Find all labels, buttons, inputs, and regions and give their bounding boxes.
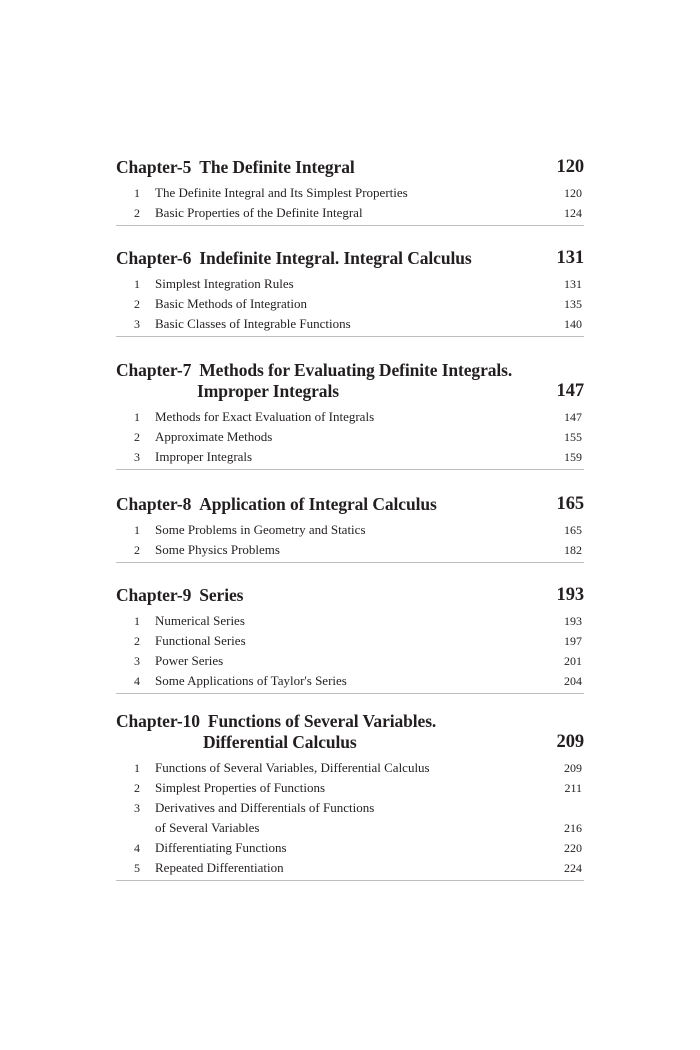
section-page-number: 193 <box>564 614 582 628</box>
chapter-label: Chapter-8 <box>116 494 192 514</box>
chapter-label: Chapter-5 <box>116 157 192 177</box>
section-number: 1 <box>134 186 140 200</box>
section-page-number: 159 <box>564 450 582 464</box>
toc-entry[interactable] <box>116 274 584 294</box>
section-title: Derivatives and Differentials of Functions <box>155 800 375 815</box>
chapter-label: Chapter-9 <box>116 585 192 605</box>
section-number: 3 <box>134 654 140 668</box>
toc-entry[interactable] <box>116 203 584 223</box>
chapter-title: The Definite Integral <box>199 157 355 177</box>
section-number: 1 <box>134 761 140 775</box>
section-title: Simplest Integration Rules <box>155 276 294 291</box>
toc-entry[interactable] <box>116 631 584 651</box>
section-page-number: 124 <box>564 206 582 220</box>
chapter-heading[interactable] <box>116 157 584 178</box>
chapter-title-continued: Improper Integrals <box>197 381 339 401</box>
chapter-page-number: 131 <box>556 248 584 268</box>
section-title: Improper Integrals <box>155 449 253 464</box>
section-page-number: 224 <box>564 861 582 875</box>
section-title: Numerical Series <box>155 613 245 628</box>
toc-entry[interactable] <box>116 294 584 314</box>
section-number: 1 <box>134 277 140 291</box>
chapter-page-number: 209 <box>556 732 584 752</box>
chapter-label: Chapter-6 <box>116 248 192 268</box>
section-number: 3 <box>134 450 140 464</box>
section-page-number: 120 <box>564 186 582 200</box>
section-list <box>116 274 584 337</box>
section-title: Some Problems in Geometry and Statics <box>155 522 366 537</box>
toc-chapter-9 <box>116 585 584 694</box>
section-page-number: 204 <box>564 674 582 688</box>
toc-chapter-8 <box>116 494 584 563</box>
section-page-number: 211 <box>564 781 582 795</box>
chapter-page-number: 120 <box>556 157 584 177</box>
chapter-page-number: 193 <box>556 585 584 605</box>
toc-entry[interactable] <box>116 671 584 691</box>
chapter-heading[interactable] <box>116 711 584 753</box>
section-title: Basic Classes of Integrable Functions <box>155 316 351 331</box>
chapter-title: Methods for Evaluating Definite Integrals. <box>199 360 513 380</box>
section-number: 5 <box>134 861 140 875</box>
toc-entry[interactable] <box>116 427 584 447</box>
section-title: The Definite Integral and Its Simplest Properties <box>155 185 408 200</box>
toc-entry[interactable] <box>116 183 584 203</box>
section-title: Some Applications of Taylor's Series <box>155 673 347 688</box>
section-number: 2 <box>134 543 140 557</box>
section-page-number: 165 <box>564 523 582 537</box>
toc-chapter-10 <box>116 711 584 881</box>
section-number: 4 <box>134 841 140 855</box>
toc-entry[interactable] <box>116 447 584 467</box>
chapter-title-continued: Differential Calculus <box>203 732 357 752</box>
toc-entry[interactable] <box>116 758 584 778</box>
section-list <box>116 183 584 226</box>
section-page-number: 155 <box>564 430 582 444</box>
section-number: 2 <box>134 206 140 220</box>
chapter-page-number: 165 <box>556 494 584 514</box>
toc-entry[interactable] <box>116 651 584 671</box>
section-title: Differentiating Functions <box>155 840 287 855</box>
toc-entry[interactable] <box>116 407 584 427</box>
section-page-number: 220 <box>564 841 582 855</box>
section-number: 2 <box>134 297 140 311</box>
section-number: 1 <box>134 614 140 628</box>
section-list <box>116 758 584 881</box>
section-list <box>116 611 584 694</box>
section-title: Basic Methods of Integration <box>155 296 307 311</box>
chapter-title: Functions of Several Variables. <box>207 711 437 731</box>
toc-entry[interactable] <box>116 611 584 631</box>
section-page-number: 131 <box>564 277 582 291</box>
toc-chapter-6 <box>116 248 584 337</box>
section-title: Simplest Properties of Functions <box>155 780 326 795</box>
section-page-number: 140 <box>564 317 582 331</box>
section-number: 1 <box>134 523 140 537</box>
section-number: 2 <box>134 430 140 444</box>
section-number: 2 <box>134 634 140 648</box>
section-title: Methods for Exact Evaluation of Integrals <box>155 409 375 424</box>
section-page-number: 147 <box>564 410 582 424</box>
section-page-number: 135 <box>564 297 582 311</box>
section-page-number: 209 <box>564 761 582 775</box>
chapter-title: Application of Integral Calculus <box>199 494 437 514</box>
section-title: Some Physics Problems <box>155 542 280 557</box>
section-number: 2 <box>134 781 140 795</box>
toc-entry[interactable] <box>116 778 584 798</box>
section-title: Repeated Differentiation <box>155 860 284 875</box>
section-list <box>116 407 584 470</box>
section-number: 4 <box>134 674 140 688</box>
section-page-number: 216 <box>564 821 582 835</box>
chapter-heading[interactable] <box>116 360 584 402</box>
toc-entry[interactable] <box>116 520 584 540</box>
toc-chapter-5 <box>116 157 584 226</box>
section-title: of Several Variables <box>155 820 260 835</box>
chapter-title: Series <box>199 585 244 605</box>
section-title: Power Series <box>155 653 224 668</box>
chapter-title: Indefinite Integral. Integral Calculus <box>199 248 472 268</box>
section-page-number: 182 <box>564 543 582 557</box>
toc-chapter-7 <box>116 360 584 470</box>
chapter-heading[interactable] <box>116 494 584 515</box>
toc-entry[interactable] <box>116 858 584 878</box>
section-page-number: 201 <box>564 654 582 668</box>
section-number: 3 <box>134 317 140 331</box>
section-number: 1 <box>134 410 140 424</box>
section-title: Approximate Methods <box>155 429 273 444</box>
chapter-page-number: 147 <box>556 381 584 401</box>
toc-entry[interactable] <box>116 314 584 334</box>
chapter-heading[interactable] <box>116 248 584 269</box>
chapter-label: Chapter-10 <box>116 711 200 731</box>
toc-entry[interactable] <box>116 798 584 818</box>
section-title: Basic Properties of the Definite Integral <box>155 205 363 220</box>
section-number: 3 <box>134 801 140 815</box>
chapter-heading[interactable] <box>116 585 584 606</box>
section-title: Functional Series <box>155 633 246 648</box>
section-page-number: 197 <box>564 634 582 648</box>
chapter-label: Chapter-7 <box>116 360 192 380</box>
section-list <box>116 520 584 563</box>
toc-entry-continued[interactable] <box>116 818 584 838</box>
toc-entry[interactable] <box>116 540 584 560</box>
toc-entry[interactable] <box>116 838 584 858</box>
section-title: Functions of Several Variables, Differential Calculus <box>155 760 430 775</box>
